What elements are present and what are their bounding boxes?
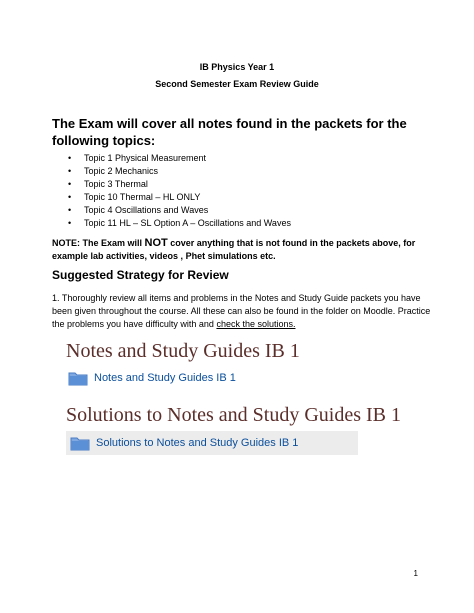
moodle-section-title-notes: Notes and Study Guides IB 1 [66,340,300,362]
document-title: IB Physics Year 1 [199,62,275,72]
topics-list [68,152,291,230]
bullet-icon: • [68,166,72,176]
document-subtitle: Second Semester Exam Review Guide [155,79,319,89]
folder-icon [70,435,90,451]
bullet-icon: • [68,179,72,189]
list-item: • Topic 11 HL – SL Option A – Oscillations and Waves [68,218,291,228]
note-emphasis: NOT [144,237,168,249]
bullet-icon: • [68,205,72,215]
moodle-folder-solutions[interactable] [66,431,358,455]
list-item: • Topic 1 Physical Measurement [68,153,207,163]
folder-label: Notes and Study Guides IB 1 [94,372,236,384]
exam-heading: The Exam will cover all notes found in the packets for the following topics: [52,116,407,148]
check-solutions-link[interactable]: check the solutions. [216,319,296,329]
bullet-icon: • [68,218,72,228]
list-item: • Topic 4 Oscillations and Waves [68,205,209,215]
folder-icon [68,370,88,386]
list-item: • Topic 3 Thermal [68,179,148,189]
moodle-section-title-solutions: Solutions to Notes and Study Guides IB 1 [66,404,402,426]
list-item: • Topic 2 Mechanics [68,166,159,176]
strategy-paragraph: 1. Thoroughly review all items and problems in the Notes and Study Guide packets you have been given throughout the course. All these can also be found in the folder on Moodle. Practice the problems you have difficulty with and check the solutions. [52,293,431,329]
folder-label: Solutions to Notes and Study Guides IB 1 [96,437,299,449]
list-item: • Topic 10 Thermal – HL ONLY [68,192,201,202]
bullet-icon: • [68,192,72,202]
page-number: 1 [413,569,418,578]
bullet-icon: • [68,153,72,163]
moodle-folder-notes[interactable] [68,368,236,388]
exam-note: NOTE: The Exam will NOT cover anything that is not found in the packets above, for example lab activities, videos , Phet simulations etc. [52,237,416,261]
strategy-heading: Suggested Strategy for Review [52,268,229,282]
